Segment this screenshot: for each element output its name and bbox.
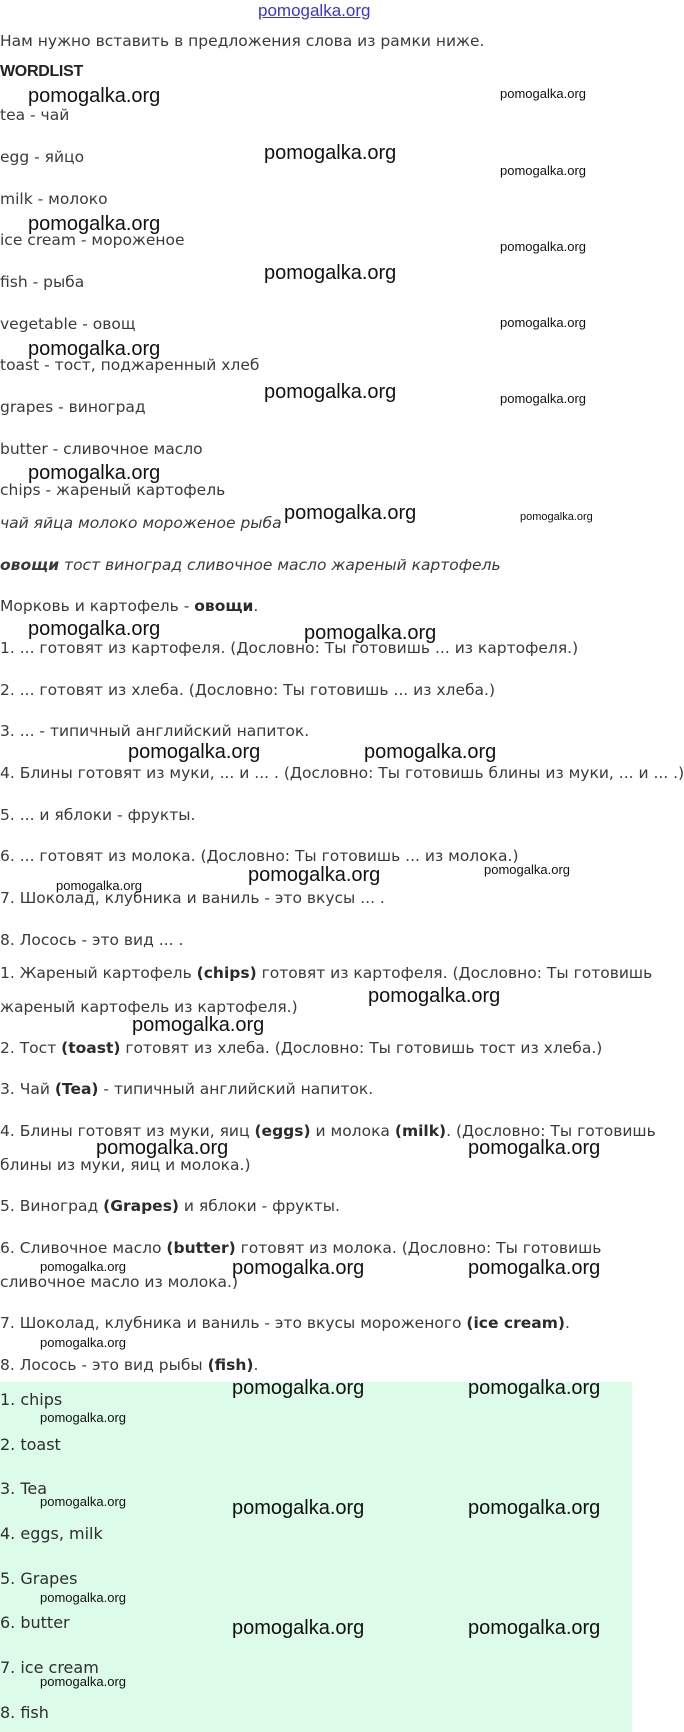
- answer-item: 6. butter: [0, 1613, 70, 1632]
- solution-item: 4. Блины готовят из муки, яиц (eggs) и молока (milk). (Дословно: Ты готовишь: [0, 1122, 656, 1140]
- word-box-line-2: овощи тост виноград сливочное масло жареный картофель: [0, 556, 501, 574]
- solution-item: 8. Лосось - это вид рыбы (fish).: [0, 1356, 259, 1374]
- site-link[interactable]: pomogalka.org: [258, 1, 371, 20]
- watermark: pomogalka.org: [284, 502, 417, 524]
- wordlist-item: chips - жареный картофель: [0, 481, 226, 499]
- intro-text: Нам нужно вставить в предложения слова из рамки ниже.: [0, 32, 485, 50]
- watermark: pomogalka.org: [468, 1497, 601, 1519]
- watermark: pomogalka.org: [232, 1377, 365, 1399]
- task-item: 7. Шоколад, клубника и ваниль - это вкусы ... .: [0, 889, 385, 907]
- watermark: pomogalka.org: [128, 741, 261, 763]
- word-box-line-1: чай яйца молоко мороженое рыба: [0, 514, 282, 532]
- watermark: pomogalka.org: [264, 381, 397, 403]
- wordlist-heading: WORDLIST: [0, 63, 83, 80]
- watermark: pomogalka.org: [28, 462, 161, 484]
- wordlist-item: egg - яйцо: [0, 148, 85, 166]
- solution-item: 3. Чай (Tea) - типичный английский напиток.: [0, 1080, 374, 1098]
- answer-item: 1. chips: [0, 1390, 63, 1409]
- watermark: pomogalka.org: [40, 1674, 126, 1689]
- wordlist-item: toast - тост, поджаренный хлеб: [0, 356, 260, 374]
- wordlist-item: vegetable - овощ: [0, 315, 136, 333]
- watermark: pomogalka.org: [28, 618, 161, 640]
- watermark: pomogalka.org: [248, 864, 381, 886]
- watermark: pomogalka.org: [484, 862, 570, 877]
- watermark: pomogalka.org: [520, 511, 593, 523]
- wordlist-item: milk - молоко: [0, 190, 108, 208]
- solution-item: 2. Тост (toast) готовят из хлеба. (Дословно: Ты готовишь тост из хлеба.): [0, 1039, 603, 1057]
- watermark: pomogalka.org: [500, 86, 586, 101]
- task-item: 4. Блины готовят из муки, ... и ... . (Дословно: Ты готовишь блины из муки, ... и ... .): [0, 764, 684, 782]
- solution-item: 1. Жареный картофель (chips) готовят из картофеля. (Дословно: Ты готовишь: [0, 964, 653, 982]
- watermark: pomogalka.org: [28, 338, 161, 360]
- task-item: 8. Лосось - это вид ... .: [0, 931, 184, 949]
- task-item: 1. ... готовят из картофеля. (Дословно: Ты готовишь ... из картофеля.): [0, 639, 579, 657]
- task-item: 2. ... готовят из хлеба. (Дословно: Ты готовишь ... из хлеба.): [0, 681, 496, 699]
- watermark: pomogalka.org: [232, 1617, 365, 1639]
- answer-item: 5. Grapes: [0, 1569, 78, 1588]
- watermark: pomogalka.org: [28, 85, 161, 107]
- example-sentence: Морковь и картофель - овощи.: [0, 597, 259, 615]
- watermark: pomogalka.org: [500, 163, 586, 178]
- watermark: pomogalka.org: [500, 239, 586, 254]
- watermark: pomogalka.org: [40, 1259, 126, 1274]
- task-item: 3. ... - типичный английский напиток.: [0, 722, 310, 740]
- wordlist-item: grapes - виноград: [0, 398, 146, 416]
- watermark: pomogalka.org: [500, 391, 586, 406]
- watermark: pomogalka.org: [96, 1137, 229, 1159]
- solution-item-cont: сливочное масло из молока.): [0, 1273, 239, 1291]
- watermark: pomogalka.org: [40, 1494, 126, 1509]
- wordlist-item: ice cream - мороженое: [0, 231, 185, 249]
- watermark: pomogalka.org: [40, 1410, 126, 1425]
- watermark: pomogalka.org: [468, 1617, 601, 1639]
- wordlist-item: fish - рыба: [0, 273, 85, 291]
- solution-item-cont: жареный картофель из картофеля.): [0, 998, 298, 1016]
- wordlist-item: tea - чай: [0, 106, 70, 124]
- watermark: pomogalka.org: [264, 142, 397, 164]
- watermark: pomogalka.org: [304, 622, 437, 644]
- watermark: pomogalka.org: [28, 213, 161, 235]
- watermark: pomogalka.org: [468, 1257, 601, 1279]
- watermark: pomogalka.org: [40, 1335, 126, 1350]
- solution-item: 5. Виноград (Grapes) и яблоки - фрукты.: [0, 1197, 340, 1215]
- wordlist-item: butter - сливочное масло: [0, 440, 203, 458]
- watermark: pomogalka.org: [468, 1137, 601, 1159]
- watermark: pomogalka.org: [468, 1377, 601, 1399]
- watermark: pomogalka.org: [132, 1014, 265, 1036]
- watermark: pomogalka.org: [264, 262, 397, 284]
- solution-item-cont: блины из муки, яиц и молока.): [0, 1156, 251, 1174]
- task-item: 5. ... и яблоки - фрукты.: [0, 806, 196, 824]
- watermark: pomogalka.org: [500, 315, 586, 330]
- solution-item: 7. Шоколад, клубника и ваниль - это вкусы мороженого (ice cream).: [0, 1314, 570, 1332]
- answer-item: 8. fish: [0, 1703, 49, 1722]
- watermark: pomogalka.org: [56, 878, 142, 893]
- answer-item: 2. toast: [0, 1435, 61, 1454]
- task-item: 6. ... готовят из молока. (Дословно: Ты готовишь ... из молока.): [0, 847, 519, 865]
- watermark: pomogalka.org: [364, 741, 497, 763]
- answer-item: 4. eggs, milk: [0, 1524, 103, 1543]
- solution-item: 6. Сливочное масло (butter) готовят из молока. (Дословно: Ты готовишь: [0, 1239, 602, 1257]
- watermark: pomogalka.org: [40, 1590, 126, 1605]
- watermark: pomogalka.org: [232, 1257, 365, 1279]
- watermark: pomogalka.org: [368, 985, 501, 1007]
- answer-item: 3. Tea: [0, 1479, 48, 1498]
- watermark: pomogalka.org: [232, 1497, 365, 1519]
- answer-item: 7. ice cream: [0, 1658, 99, 1677]
